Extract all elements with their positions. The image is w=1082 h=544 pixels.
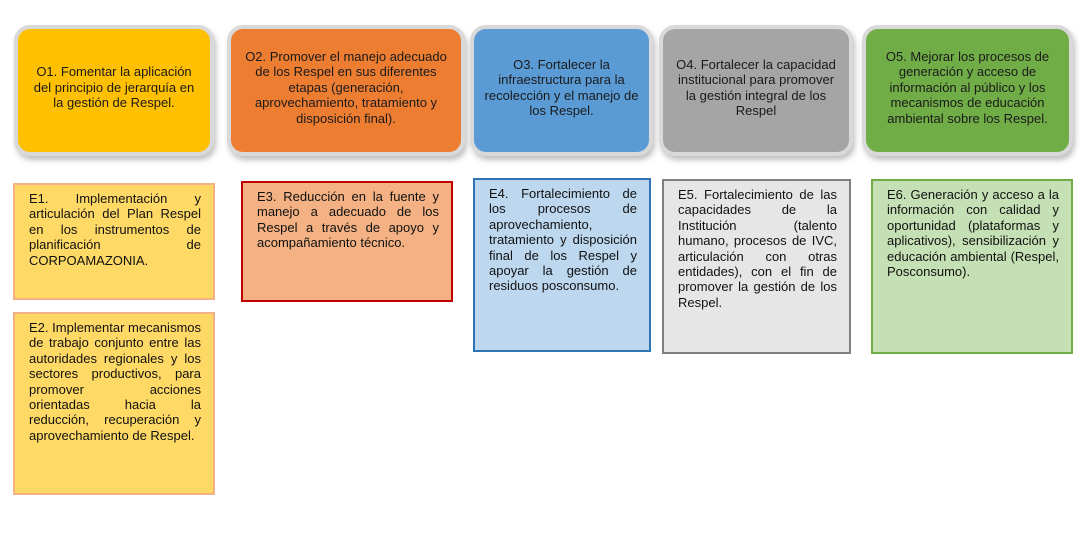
strategy-e4-box [473,178,651,352]
strategy-e2-box [13,312,215,495]
strategy-e1-box [13,183,215,300]
objective-o5-box [862,25,1073,156]
objective-o2-box [227,25,465,156]
strategy-e5-box [662,179,851,354]
objective-o5-text: O5. Mejorar los procesos de generación y acceso de información al público y los mecanismos de educación ambiental sobre los Respel. [885,48,1050,126]
strategy-e5-text: E5. Fortalecimiento de las capacidades de la Institución (talento humano, procesos de IVC, articulación con otras entidades), con el fin de promover la gestión de los Respel. [678,187,837,310]
strategy-e3-text: E3. Reducción en la fuente y manejo a adecuado de los Respel a través de apoyo y acompañamiento técnico. [257,189,439,251]
strategy-e2-text: E2. Implementar mecanismos de trabajo conjunto entre las autoridades regionales y los sectores productivos, para promover acciones orientadas hacia la reducción, recuperación y aprovechamiento de Respel. [29,320,201,443]
strategy-e6-box [871,179,1073,354]
strategy-e6-text: E6. Generación y acceso a la información con calidad y oportunidad (plataformas y aplicativos), sensibilización y educación ambiental (Respel, Posconsumo). [887,187,1059,280]
objective-o3-text: O3. Fortalecer la infraestructura para la recolección y el manejo de los Respel. [484,56,639,118]
strategy-e3-box [241,181,453,302]
objective-o1-text: O1. Fomentar la aplicación del principio de jerarquía en la gestión de Respel. [33,64,195,111]
objective-o1-box [14,25,214,156]
objective-o3-box [470,25,653,156]
objective-o4-text: O4. Fortalecer la capacidad institucional para promover la gestión integral de los Respel [676,56,836,118]
objective-o2-text: O2. Promover el manejo adecuado de los Respel en sus diferentes etapas (generación, aprovechamiento, tratamiento y disposición final). [245,48,447,126]
strategy-e4-text: E4. Fortalecimiento de los procesos de aprovechamiento, tratamiento y disposición final de los Respel y apoyar la gestión de residuos posconsumo. [489,186,637,294]
strategy-e1-text: E1. Implementación y articulación del Plan Respel en los instrumentos de planificación de CORPOAMAZONIA. [29,191,201,268]
objective-o4-box [659,25,853,156]
